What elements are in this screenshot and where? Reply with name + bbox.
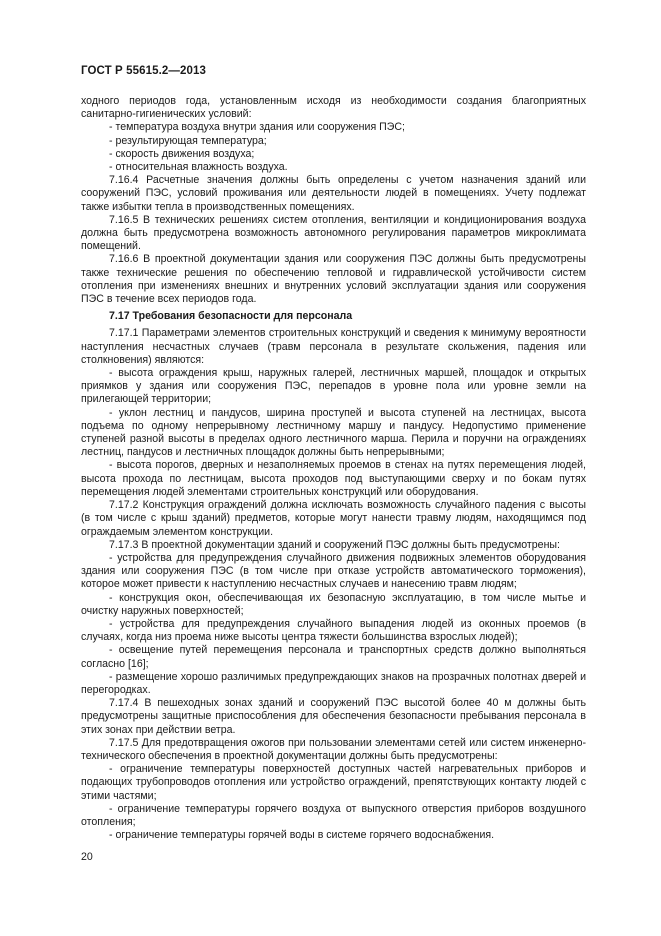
list-item: - скорость движения воздуха; <box>109 147 255 160</box>
list-item: - устройства для предупреждения случайного движения подвижных элементов оборудования здания или сооружения ПЭС (в том числе при отказе устройств автоматического торможения), которое может привести к наступлению несчастных случаев и нанесению травм людям; <box>81 551 586 591</box>
list-item: - конструкция окон, обеспечивающая их безопасную эксплуатацию, в том числе мытье и очистку наружных поверхностей; <box>81 591 586 617</box>
list-item: - высота порогов, дверных и незаполняемых проемов в стенах на путях перемещения людей, высота прохода по лестницам, высота проходов под выступающими сверху и по бокам путях перемещения людей элементами строительных конструкций или оборудования. <box>81 459 586 498</box>
paragraph: ходного периодов года, установленным исходя из необходимости создания благоприятных санитарно-гигиенических условий: <box>81 95 586 121</box>
document-header: ГОСТ Р 55615.2—2013 <box>81 65 206 77</box>
list-item: - ограничение температуры горячего воздуха от выпускного отверстия приборов воздушного отопления; <box>81 802 586 828</box>
paragraph-7-17-1: 7.17.1 Параметрами элементов строительных конструкций и сведения к минимуму вероятности наступления несчастных случаев (травм персонала в результате скольжения, падения или столкновения) являются: <box>81 327 586 366</box>
list-item: - результирующая температура; <box>109 134 267 147</box>
list-item: - уклон лестниц и пандусов, ширина проступей и высота ступеней на лестницах, высота подъема по одному непрерывному лестничному маршу и пандусу. Недопустимо применение ступеней разной высоты в пределах одного лестничного марша. Перила и поручни на ограждениях лестниц, пандусов и лестничных площадок должны быть непрерывными; <box>81 406 586 459</box>
document-body <box>81 95 586 842</box>
list-item: - ограничение температуры горячей воды в системе горячего водоснабжения. <box>109 829 495 842</box>
paragraph-7-17-2: 7.17.2 Конструкция ограждений должна исключать возможность случайного падения с высоты (в том числе с крыш зданий) предметов, которые могут нанести травму людям, находящимся под ограждаемым элементом конструкции. <box>81 499 586 538</box>
list-item: - высота ограждения крыш, наружных галерей, лестничных маршей, площадок и открытых приямков у здания или сооружения ПЭС, перепадов в уровне пола или уровне земли на прилегающей территории; <box>81 367 586 406</box>
list-item: - устройства для предупреждения случайного выпадения людей из оконных проемов (в случаях, когда низ проема ниже высоты центра тяжести большинства взрослых людей); <box>81 617 586 644</box>
paragraph-7-17-5: 7.17.5 Для предотвращения ожогов при пользовании элементами сетей или систем инженерно-технического обеспечения в проектной документации должны быть предусмотрены: <box>81 736 586 762</box>
list-item: - освещение путей перемещения персонала и транспортных средств должно выполняться согласно [16]; <box>81 644 586 670</box>
list-item: - температура воздуха внутри здания или сооружения ПЭС; <box>109 121 405 134</box>
section-heading: 7.17 Требования безопасности для персонала <box>109 310 353 323</box>
page-number: 20 <box>81 851 93 863</box>
list-item: - ограничение температуры поверхностей доступных частей нагревательных приборов и подающих трубопроводов отопления или устройство ограждений, препятствующих контакту людей с этими частями; <box>81 763 586 802</box>
paragraph-7-17-3: 7.17.3 В проектной документации зданий и сооружений ПЭС должны быть предусмотрены: <box>109 538 560 551</box>
paragraph-7-16-5: 7.16.5 В технических решениях систем отопления, вентиляции и кондиционирования воздуха должна быть предусмотрена возможность автономного регулирования параметров микроклимата помещений. <box>81 213 586 253</box>
list-item: - относительная влажность воздуха. <box>109 161 288 174</box>
paragraph-7-16-6: 7.16.6 В проектной документации здания или сооружения ПЭС должны быть предусмотрены также технические решения по обеспечению тепловой и гидравлической устойчивости систем отопления при изменениях внешних и внутренних условий эксплуатации здания или сооружения ПЭС в течение всех периодов года. <box>81 253 586 306</box>
list-item: - размещение хорошо различимых предупреждающих знаков на прозрачных полотнах дверей и перегородках. <box>81 670 586 696</box>
paragraph-7-16-4: 7.16.4 Расчетные значения должны быть определены с учетом назначения зданий или сооружений ПЭС, условий проживания или деятельности людей в помещениях. Учету подлежат также избытки тепла в производственных помещениях. <box>81 174 586 213</box>
paragraph-7-17-4: 7.17.4 В пешеходных зонах зданий и сооружений ПЭС высотой более 40 м должны быть предусмотрены защитные приспособления для обеспечения безопасности пребывания персонала в этих зонах при действии ветра. <box>81 697 586 736</box>
